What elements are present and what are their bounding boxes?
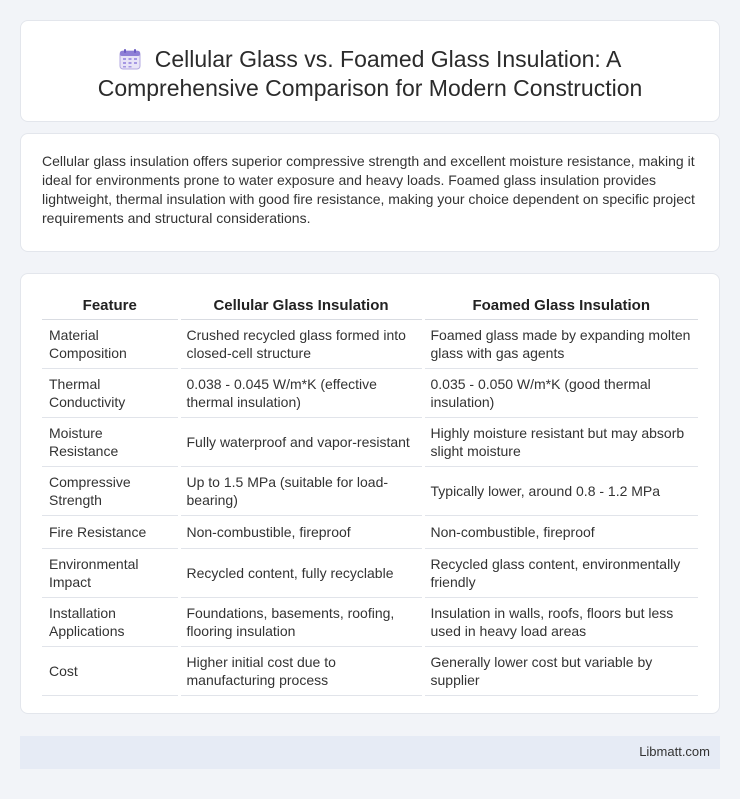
feature-cell: Material Composition bbox=[42, 320, 179, 369]
foamed-cell: Generally lower cost but variable by supplier bbox=[423, 647, 698, 696]
table-row bbox=[42, 516, 698, 549]
table-header-row bbox=[42, 294, 698, 320]
foamed-cell: Typically lower, around 0.8 - 1.2 MPa bbox=[423, 467, 698, 516]
footer-site-link[interactable]: Libmatt.com bbox=[639, 744, 710, 759]
title-line-2: Comprehensive Comparison for Modern Construction bbox=[97, 75, 643, 101]
calendar-icon bbox=[119, 48, 141, 70]
table-row bbox=[42, 598, 698, 647]
column-header-foamed: Foamed Glass Insulation bbox=[423, 294, 698, 320]
table-row bbox=[42, 320, 698, 369]
title-card bbox=[20, 20, 720, 122]
feature-cell: Installation Applications bbox=[42, 598, 179, 647]
comparison-card bbox=[20, 273, 720, 714]
foamed-cell: Non-combustible, fireproof bbox=[423, 516, 698, 549]
table-row bbox=[42, 549, 698, 598]
foamed-cell: Insulation in walls, roofs, floors but less used in heavy load areas bbox=[423, 598, 698, 647]
page-title bbox=[21, 45, 719, 103]
foamed-cell: 0.035 - 0.050 W/m*K (good thermal insulation) bbox=[423, 369, 698, 418]
feature-cell: Moisture Resistance bbox=[42, 418, 179, 467]
summary-text: Cellular glass insulation offers superior compressive strength and excellent moisture resistance, making it ideal for environments prone to water exposure and heavy loads. Foamed glass insulation provides lightweight, thermal insulation with good fire resistance, making your choice dependent on specific project requirements and structural considerations. bbox=[42, 153, 695, 226]
foamed-cell: Recycled glass content, environmentally friendly bbox=[423, 549, 698, 598]
cellular-cell: Foundations, basements, roofing, flooring insulation bbox=[179, 598, 423, 647]
cellular-cell: Higher initial cost due to manufacturing process bbox=[179, 647, 423, 696]
footer bbox=[20, 736, 720, 769]
table-row bbox=[42, 467, 698, 516]
feature-cell: Compressive Strength bbox=[42, 467, 179, 516]
table-row bbox=[42, 369, 698, 418]
cellular-cell: Up to 1.5 MPa (suitable for load-bearing) bbox=[179, 467, 423, 516]
column-header-feature: Feature bbox=[42, 294, 179, 320]
column-header-cellular: Cellular Glass Insulation bbox=[179, 294, 423, 320]
feature-cell: Cost bbox=[42, 647, 179, 696]
table-row bbox=[42, 418, 698, 467]
comparison-table bbox=[42, 294, 698, 696]
cellular-cell: Non-combustible, fireproof bbox=[179, 516, 423, 549]
title-line-1: Cellular Glass vs. Foamed Glass Insulation: A bbox=[154, 46, 622, 72]
feature-cell: Fire Resistance bbox=[42, 516, 179, 549]
summary-card bbox=[20, 133, 720, 252]
cellular-cell: Recycled content, fully recyclable bbox=[179, 549, 423, 598]
foamed-cell: Highly moisture resistant but may absorb slight moisture bbox=[423, 418, 698, 467]
table-row bbox=[42, 647, 698, 696]
cellular-cell: Fully waterproof and vapor-resistant bbox=[179, 418, 423, 467]
cellular-cell: Crushed recycled glass formed into closed-cell structure bbox=[179, 320, 423, 369]
cellular-cell: 0.038 - 0.045 W/m*K (effective thermal insulation) bbox=[179, 369, 423, 418]
feature-cell: Environmental Impact bbox=[42, 549, 179, 598]
foamed-cell: Foamed glass made by expanding molten glass with gas agents bbox=[423, 320, 698, 369]
feature-cell: Thermal Conductivity bbox=[42, 369, 179, 418]
